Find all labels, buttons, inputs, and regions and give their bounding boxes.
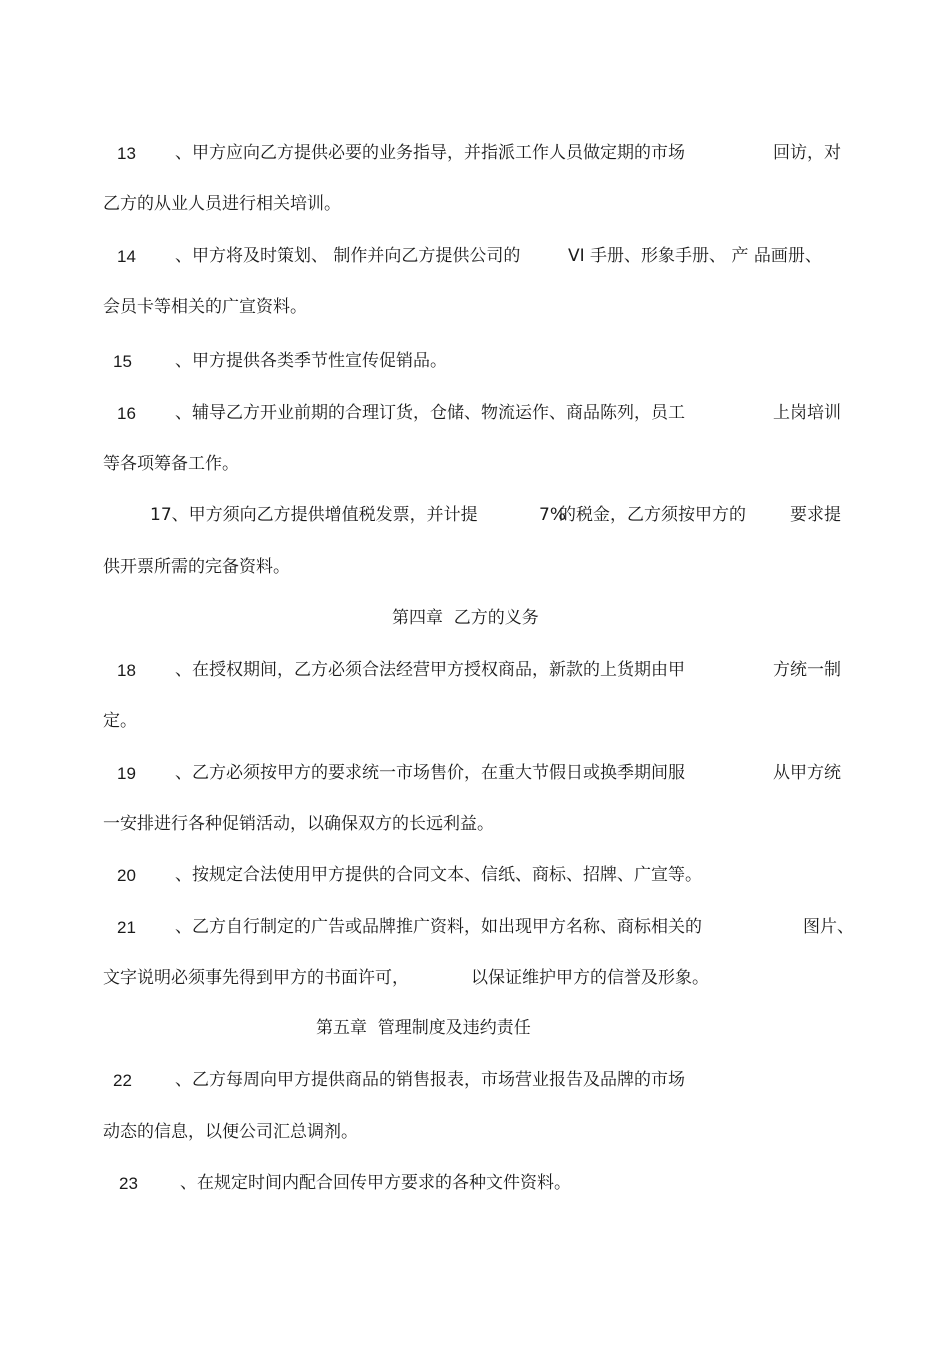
clause-text: 、按规定合法使用甲方提供的合同文本、信纸、商标、招牌、广宣等。 (175, 865, 702, 885)
clause-text: 、在授权期间，乙方必须合法经营甲方授权商品，新款的上货期由甲 (175, 660, 685, 680)
clause-text: 、乙方自行制定的广告或品牌推广资料，如出现甲方名称、商标相关的 (175, 917, 702, 937)
clause-text: 、甲方应向乙方提供必要的业务指导，并指派工作人员做定期的市场 (175, 143, 685, 163)
clause-text: 乙方的从业人员进行相关培训。 (103, 194, 341, 214)
clause-text: 、甲方将及时策划、 制作并向乙方提供公司的 (175, 246, 521, 266)
clause-text: 定。 (103, 711, 137, 731)
clause-number: 18 (117, 661, 136, 680)
clause-text: 方统一制 (773, 660, 841, 680)
clause-text: 、在规定时间内配合回传甲方要求的各种文件资料。 (180, 1173, 571, 1193)
clause-text: 动态的信息，以便公司汇总调剂。 (103, 1122, 358, 1142)
clause-number: 19 (117, 764, 136, 783)
clause-text: 、辅导乙方开业前期的合理订货，仓储、物流运作、商品陈列，员工 (175, 403, 685, 423)
tax-rate: 7% (539, 505, 566, 525)
clause-number: 13 (117, 144, 136, 163)
clause-text: VI 手册、形象手册、 产 品画册、 (568, 246, 822, 266)
clause-text: 会员卡等相关的广宣资料。 (103, 297, 307, 317)
clause-text: 上岗培训 (773, 403, 841, 423)
clause-number: 15 (113, 352, 132, 371)
clause-number: 22 (113, 1071, 132, 1090)
clause-text: 17、甲方须向乙方提供增值税发票，并计提 (150, 505, 478, 525)
clause-text: 一安排进行各种促销活动，以确保双方的长远利益。 (103, 814, 494, 834)
clause-text: 回访，对 (773, 143, 841, 163)
clause-number: 16 (117, 404, 136, 423)
clause-text: 、乙方必须按甲方的要求统一市场售价，在重大节假日或换季期间服 (175, 763, 685, 783)
clause-text: 的税金，乙方须按甲方的 (559, 505, 746, 525)
clause-text: 文字说明必须事先得到甲方的书面许可， (103, 968, 409, 988)
clause-text: 图片、 (803, 917, 854, 937)
clause-text: 要求提 (790, 505, 841, 525)
clause-text: 供开票所需的完备资料。 (103, 557, 290, 577)
clause-text: 以保证维护甲方的信誉及形象。 (471, 968, 709, 988)
clause-number: 20 (117, 866, 136, 885)
chapter-heading: 第四章 乙方的义务 (392, 608, 539, 628)
clause-number: 21 (117, 918, 136, 937)
clause-number: 14 (117, 247, 136, 266)
clause-text: 等各项筹备工作。 (103, 454, 239, 474)
chapter-heading: 第五章 管理制度及违约责任 (316, 1018, 531, 1038)
clause-number: 23 (119, 1174, 138, 1193)
clause-text: 、乙方每周向甲方提供商品的销售报表，市场营业报告及品牌的市场 (175, 1070, 685, 1090)
clause-text: 从甲方统 (773, 763, 841, 783)
clause-text: 、甲方提供各类季节性宣传促销品。 (175, 351, 447, 371)
